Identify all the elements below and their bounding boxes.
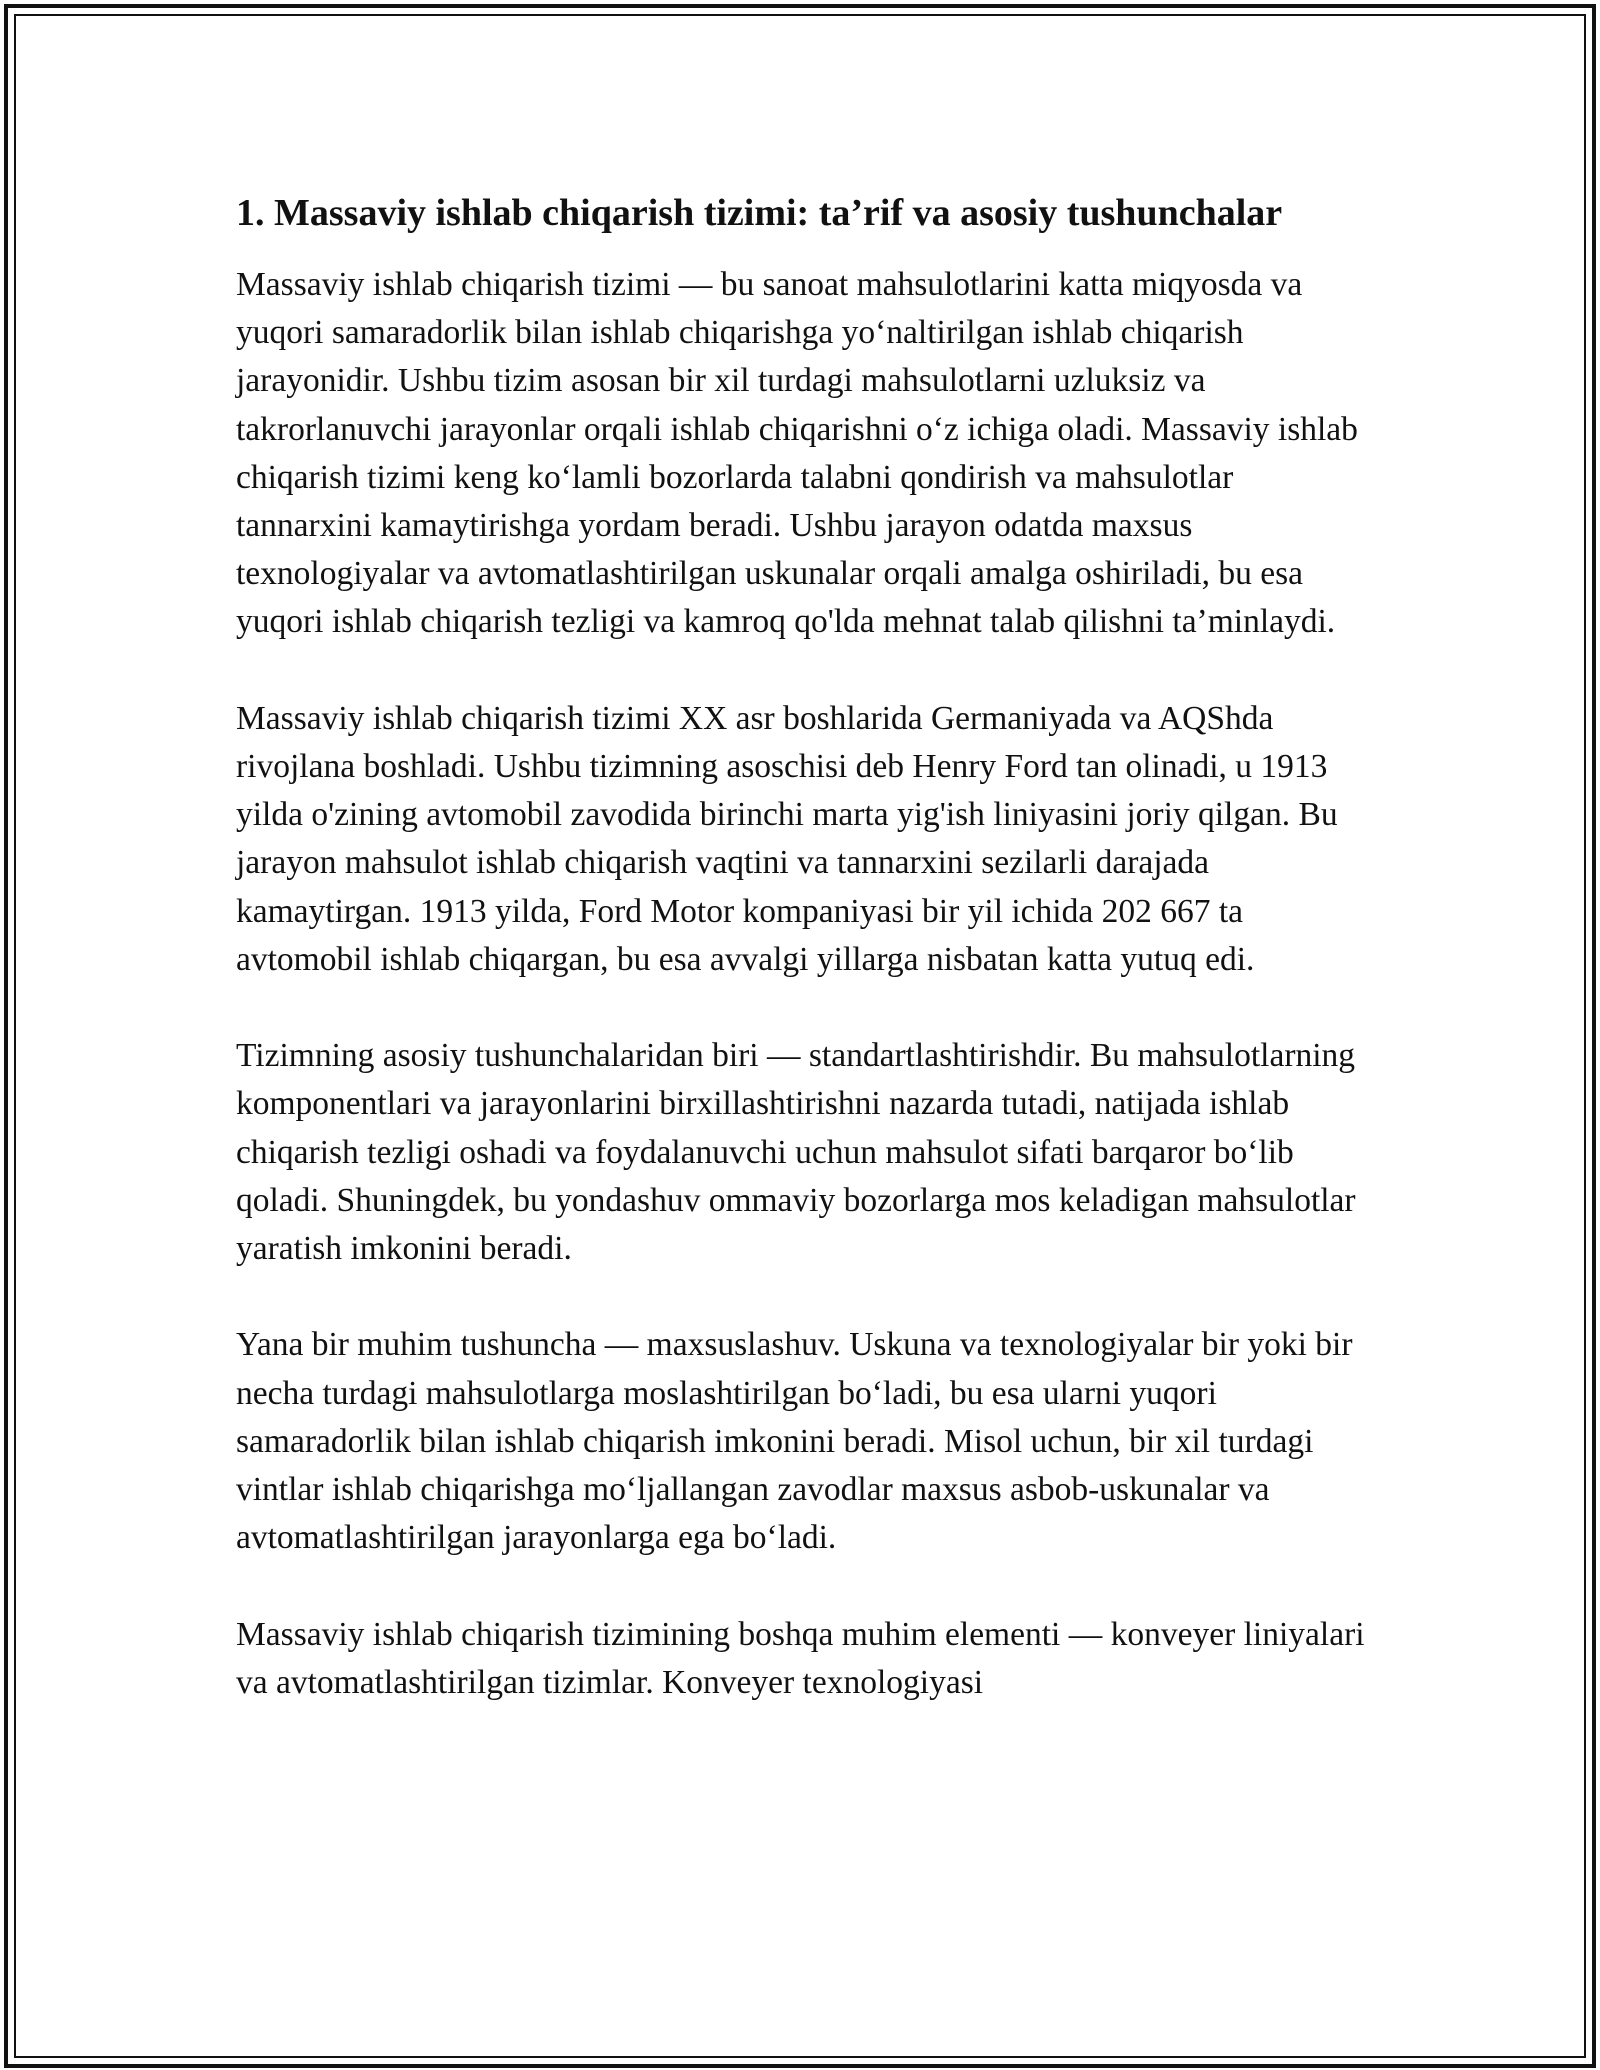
document-body [236, 185, 1366, 1755]
section-heading: 1. Massaviy ishlab chiqarish tizimi: ta’rif va asosiy tushunchalar [236, 192, 1283, 234]
paragraph-specialization: Yana bir muhim tushuncha — maxsuslashuv. Uskuna va texnologiyalar bir yoki bir necha turdagi mahsulotlarga moslashtirilgan bo‘ladi, bu esa ularni yuqori samaradorlik bilan ishlab chiqarish imkonini beradi. Misol uchun, bir xil turdagi vintlar ishlab chiqarishga mo‘ljallangan zavodlar maxsus asbob-uskunalar va avtomatlashtirilgan jarayonlarga ega bo‘ladi. [236, 1326, 1353, 1557]
paragraph-standardization: Tizimning asosiy tushunchalaridan biri — standartlashtirishdir. Bu mahsulotlarning komponentlari va jarayonlarini birxillashtirishni nazarda tutadi, natijada ishlab chiqarish tezligi oshadi va foydalanuvchi uchun mahsulot sifati barqaror bo‘lib qoladi. Shuningdek, bu yondashuv ommaviy bozorlarga mos keladigan mahsulotlar yaratish imkonini beradi. [236, 1037, 1356, 1268]
paragraph-definition: Massaviy ishlab chiqarish tizimi — bu sanoat mahsulotlarini katta miqyosda va yuqori samaradorlik bilan ishlab chiqarishga yo‘naltirilgan ishlab chiqarish jarayonidir. Ushbu tizim asosan bir xil turdagi mahsulotlarni uzluksiz va takrorlanuvchi jarayonlar orqali ishlab chiqarishni o‘z ichiga oladi. Massaviy ishlab chiqarish tizimi keng ko‘lamli bozorlarda talabni qondirish va mahsulotlar tannarxini kamaytirishga yordam beradi. Ushbu jarayon odatda maxsus texnologiyalar va avtomatlashtirilgan uskunalar orqali amalga oshiriladi, bu esa yuqori ishlab chiqarish tezligi va kamroq qo'lda mehnat talab qilishni ta’minlaydi. [236, 266, 1358, 641]
paragraph-conveyor: Massaviy ishlab chiqarish tizimining boshqa muhim elementi — konveyer liniyalari va avtomatlashtirilgan tizimlar. Konveyer texnologiyasi [236, 1615, 1365, 1701]
paragraph-history: Massaviy ishlab chiqarish tizimi XX asr boshlarida Germaniyada va AQShda rivojlana boshladi. Ushbu tizimning asoschisi deb Henry Ford tan olinadi, u 1913 yilda o'zining avtomobil zavodida birinchi marta yig'ish liniyasini joriy qilgan. Bu jarayon mahsulot ishlab chiqarish vaqtini va tannarxini sezilarli darajada kamaytirgan. 1913 yilda, Ford Motor kompaniyasi bir yil ichida 202 667 ta avtomobil ishlab chiqargan, bu esa avvalgi yillarga nisbatan katta yutuq edi. [236, 699, 1338, 978]
